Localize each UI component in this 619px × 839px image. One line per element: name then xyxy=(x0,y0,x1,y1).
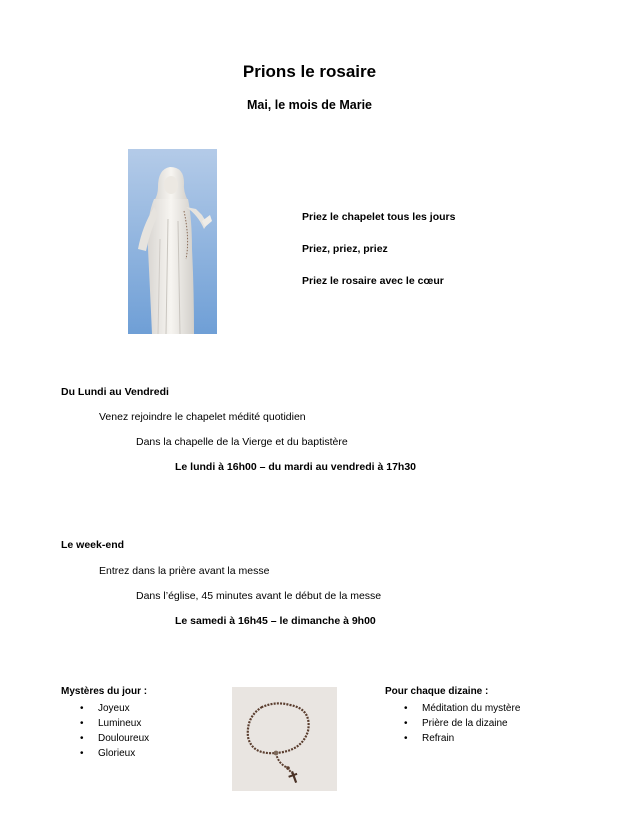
rosary-image xyxy=(232,687,337,791)
list-item: • Glorieux xyxy=(80,746,149,761)
virgin-mary-statue-image xyxy=(128,149,217,334)
list-item: • Lumineux xyxy=(80,716,149,731)
list-item: • Joyeux xyxy=(80,701,149,716)
page-title: Prions le rosaire xyxy=(242,62,377,81)
weekdays-schedule: Le lundi à 16h00 – du mardi au vendredi à 17h30 xyxy=(175,461,417,473)
mysteries-heading: Mystères du jour : xyxy=(61,686,148,697)
decade-heading: Pour chaque dizaine : xyxy=(385,686,489,697)
list-item: • Refrain xyxy=(404,731,520,746)
weekdays-heading: Du Lundi au Vendredi xyxy=(61,386,169,398)
decade-list xyxy=(404,701,520,746)
weekdays-line-1: Venez rejoindre le chapelet médité quotidien xyxy=(99,411,306,423)
prayer-line-2: Priez, priez, priez xyxy=(302,243,388,255)
weekend-schedule: Le samedi à 16h45 – le dimanche à 9h00 xyxy=(175,615,376,627)
list-item: • Douloureux xyxy=(80,731,149,746)
page-subtitle: Mai, le mois de Marie xyxy=(246,98,373,112)
list-item: • Méditation du mystère xyxy=(404,701,520,716)
prayer-line-3: Priez le rosaire avec le cœur xyxy=(302,275,444,287)
weekdays-line-2: Dans la chapelle de la Vierge et du baptistère xyxy=(136,436,348,448)
weekend-heading: Le week-end xyxy=(61,539,125,551)
list-item: • Prière de la dizaine xyxy=(404,716,520,731)
weekend-line-2: Dans l’église, 45 minutes avant le début de la messe xyxy=(136,590,382,602)
weekend-line-1: Entrez dans la prière avant la messe xyxy=(99,565,270,577)
mysteries-list xyxy=(80,701,149,761)
prayer-line-1: Priez le chapelet tous les jours xyxy=(302,211,456,223)
